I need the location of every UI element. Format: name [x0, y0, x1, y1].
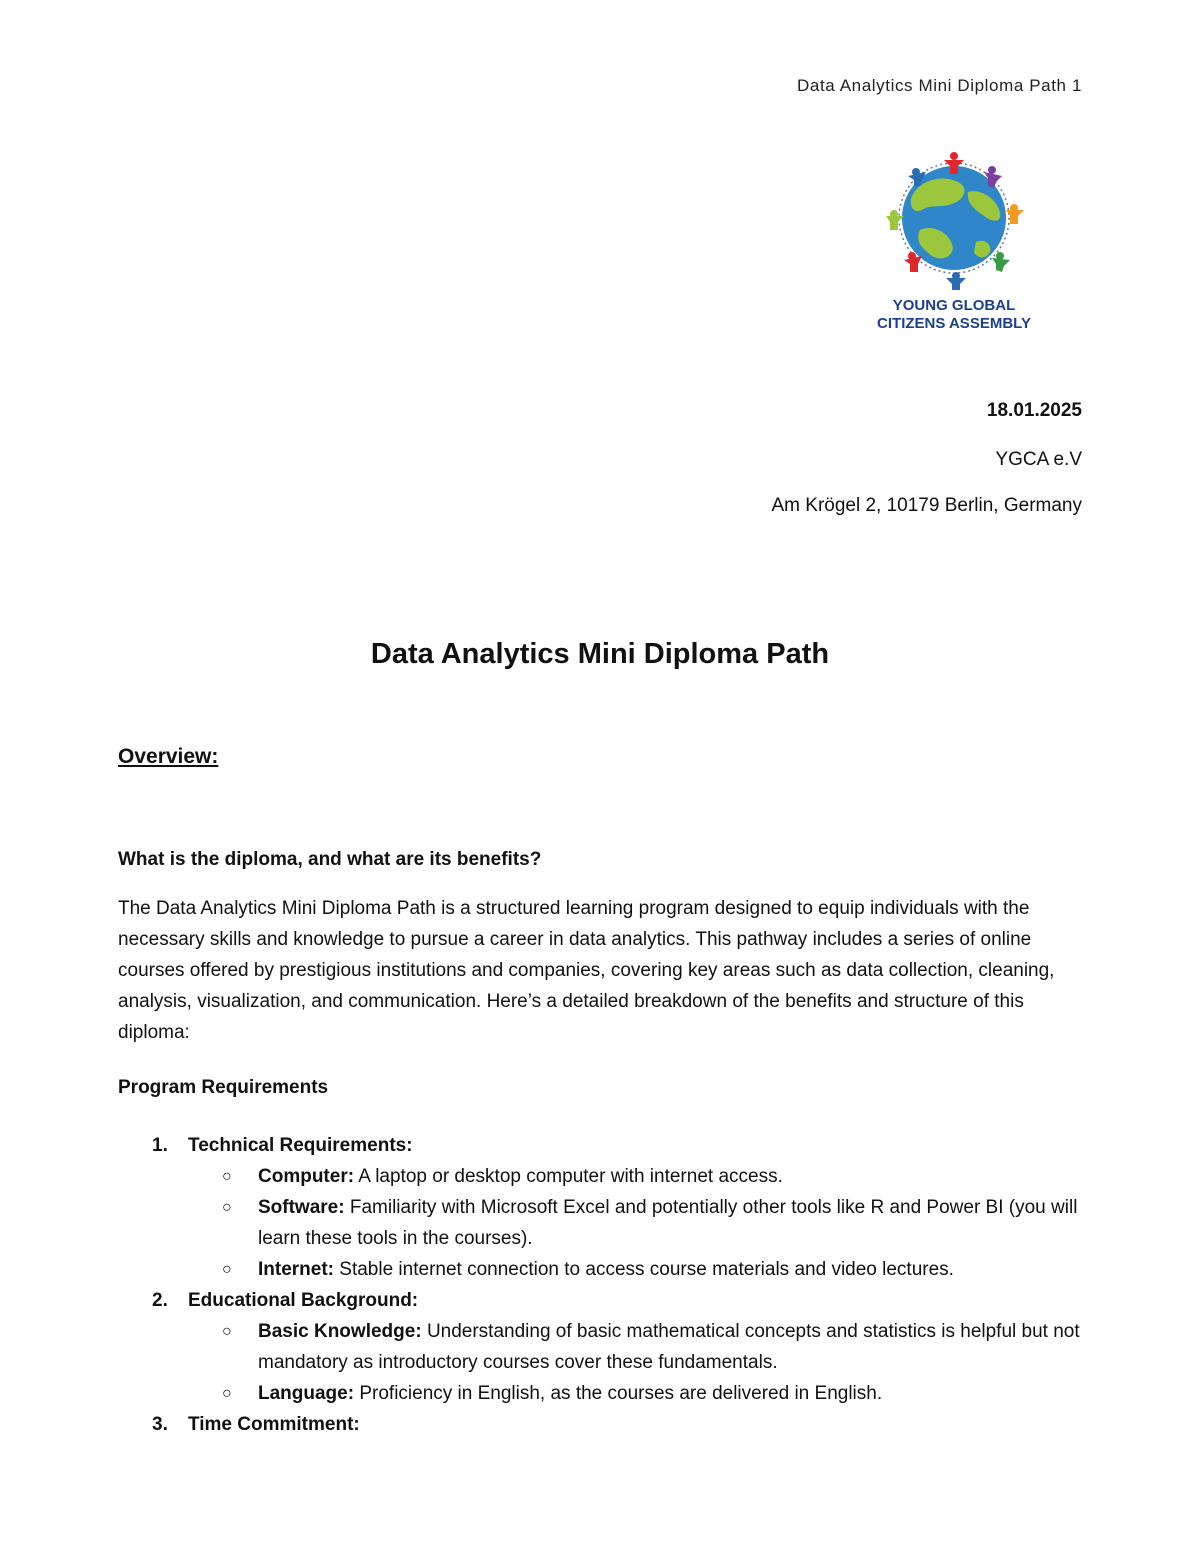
document-title: Data Analytics Mini Diploma Path	[370, 638, 830, 670]
bullet-icon: ○	[222, 1385, 232, 1402]
requirement-subitem	[118, 1316, 1084, 1378]
overview-question: What is the diploma, and what are its benefits?	[118, 849, 542, 870]
requirements-list	[118, 1130, 1084, 1440]
logo-text-line1: YOUNG GLOBAL	[892, 297, 1016, 314]
requirement-title: Time Commitment:	[188, 1414, 360, 1435]
requirement-title: Educational Background:	[188, 1290, 419, 1311]
overview-heading: Overview:	[118, 745, 219, 768]
requirement-number: 2.	[152, 1290, 168, 1311]
subitem-text: Proficiency in English, as the courses are delivered in English.	[359, 1383, 883, 1404]
logo-text-line2: CITIZENS ASSEMBLY	[877, 315, 1031, 332]
subitem-text: A laptop or desktop computer with internet access.	[358, 1166, 783, 1187]
bullet-icon: ○	[222, 1323, 232, 1340]
subitem-text: Understanding of basic mathematical concepts and statistics is helpful but not mandatory as introductory courses cover these fundamentals.	[258, 1321, 1080, 1373]
requirement-item	[118, 1409, 1084, 1440]
organization-address: Am Krögel 2, 10179 Berlin, Germany	[771, 495, 1082, 516]
bullet-icon: ○	[222, 1261, 232, 1278]
running-header: Data Analytics Mini Diploma Path 1	[797, 76, 1082, 95]
subitem-label: Software:	[258, 1197, 345, 1218]
requirement-item	[118, 1130, 1084, 1285]
requirement-number: 3.	[152, 1414, 168, 1435]
organization-name: YGCA e.V	[995, 449, 1082, 470]
subitem-label: Language:	[258, 1383, 355, 1404]
requirement-subitem	[118, 1254, 1084, 1285]
requirement-subitem	[118, 1378, 1084, 1409]
subitem-text: Familiarity with Microsoft Excel and potentially other tools like R and Power BI (you will learn these tools in the courses).	[258, 1197, 1078, 1249]
bullet-icon: ○	[222, 1168, 232, 1185]
ygca-logo	[872, 152, 1042, 342]
subitem-label: Basic Knowledge:	[258, 1321, 422, 1342]
requirement-number: 1.	[152, 1135, 168, 1156]
subitem-label: Internet:	[258, 1259, 334, 1280]
subitem-text: Stable internet connection to access course materials and video lectures.	[339, 1259, 954, 1280]
requirement-subitem	[118, 1192, 1084, 1254]
requirement-subitem	[118, 1161, 1084, 1192]
document-date: 18.01.2025	[986, 400, 1082, 421]
subitem-label: Computer:	[258, 1166, 355, 1187]
overview-paragraph: The Data Analytics Mini Diploma Path is a structured learning program designed to equip individuals with the necessary skills and knowledge to pursue a career in data analytics. This pathway includes a series of online courses offered by prestigious institutions and companies, covering key areas such as data collection, cleaning, analysis, visualization, and communication. Here’s a detailed breakdown of the benefits and structure of this diploma:	[118, 898, 1055, 1043]
requirements-heading: Program Requirements	[118, 1077, 329, 1098]
requirement-item	[118, 1285, 1084, 1409]
requirement-title: Technical Requirements:	[188, 1135, 413, 1156]
bullet-icon: ○	[222, 1199, 232, 1216]
